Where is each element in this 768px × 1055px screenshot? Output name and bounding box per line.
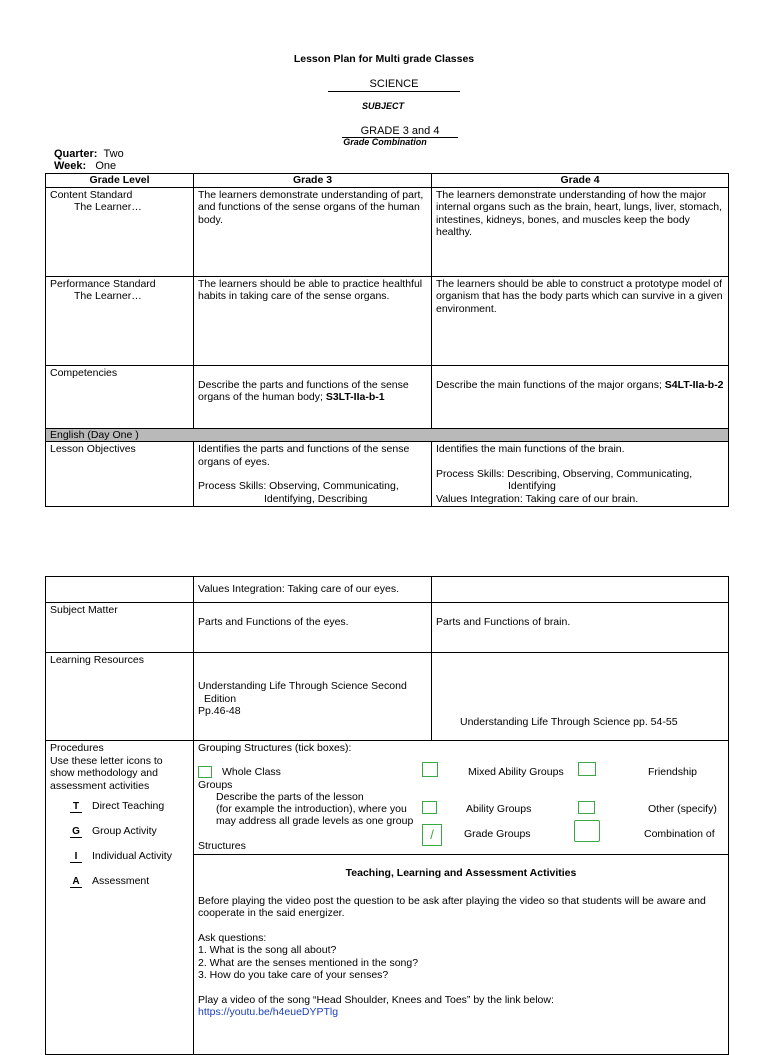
icon-item-assessment [70, 875, 189, 900]
competencies-g3: Describe the parts and functions of the sense organs of the human body; [198, 378, 409, 403]
grade-groups-checkbox-ticked[interactable]: / [422, 824, 442, 846]
values-integration-g3: Values Integration: Taking care of our eyes. [194, 577, 432, 603]
header-grade-4: Grade 4 [432, 174, 729, 188]
ask-label: Ask questions: [198, 931, 267, 944]
whole-class-checkbox[interactable] [198, 766, 212, 778]
competencies-g4-cell [432, 365, 729, 428]
icon-item-direct-teaching [70, 800, 189, 825]
describe-line1: Describe the parts of the lesson [216, 791, 364, 803]
learning-resources-g3-cell [194, 653, 432, 741]
header-grade-level: Grade Level [46, 174, 194, 188]
icon-item-group-activity [70, 825, 189, 850]
performance-standard-label: Performance Standard [50, 277, 156, 290]
content-standard-sub: The Learner… [74, 201, 142, 213]
resources-g3-line2: Edition [204, 692, 237, 705]
lesson-objectives-row [46, 442, 729, 507]
video-link[interactable]: https://youtu.be/h4eueDYPTlg [198, 1006, 339, 1018]
performance-standard-sub: The Learner… [74, 290, 142, 302]
question-1: 1. What is the song all about? [198, 944, 337, 956]
resources-g3-line3: Pp.46-48 [198, 705, 241, 717]
lesson-objectives-label: Lesson Objectives [46, 442, 194, 507]
play-instruction: Play a video of the song “Head Shoulder, Knees and Toes” by the link below: [198, 993, 554, 1006]
combination-label: Combination of [644, 828, 715, 840]
mixed-ability-checkbox[interactable] [422, 762, 438, 777]
day-label: English (Day One ) [46, 428, 729, 442]
quarter-line [54, 148, 124, 160]
procedure-icons-list [50, 800, 189, 900]
lesson-plan-table-1 [45, 173, 729, 507]
a-letter-icon: A [70, 876, 82, 888]
ability-groups-label: Ability Groups [466, 803, 532, 815]
performance-standard-row [46, 276, 729, 365]
grouping-structures-cell [194, 741, 729, 855]
content-standard-g4: The learners demonstrate understanding of how the major internal organs such as the brain, heart, lungs, liver, stomach, intestines, kidneys, bones, and muscles keep the body healthy. [432, 187, 729, 276]
icon-item-individual-activity [70, 850, 189, 875]
activities-cell [194, 855, 729, 1055]
describe-line3: may address all grade levels as one group [216, 815, 414, 827]
subject-value: SCIENCE [328, 78, 460, 92]
quarter-label: Quarter: [54, 148, 98, 160]
objective-g3-line2: Process Skills: Observing, Communicating, [198, 480, 399, 492]
friendship-checkbox[interactable] [578, 762, 596, 776]
objective-g3-line1: Identifies the parts and functions of the sense organs of eyes. [198, 443, 410, 468]
objective-g4-line2: Process Skills: Describing, Observing, Communicating, [436, 467, 693, 480]
lesson-plan-table-2 [45, 576, 729, 1055]
combination-checkbox[interactable] [574, 820, 600, 842]
quarter-value: Two [103, 148, 124, 160]
subject-matter-label: Subject Matter [46, 603, 194, 653]
day-row [46, 428, 729, 442]
objective-g4-line4: Values Integration: Taking care of our brain. [436, 492, 639, 505]
competencies-label: Competencies [46, 365, 194, 428]
table-header-row [46, 174, 729, 188]
grade-groups-label: Grade Groups [464, 828, 531, 840]
content-standard-g3: The learners demonstrate understanding of part, and functions of the sense organs of the human body. [194, 187, 432, 276]
procedures-note: Use these letter icons to show methodology and assessment activities [50, 754, 163, 792]
ability-groups-checkbox[interactable] [422, 801, 437, 814]
content-standard-label: Content Standard [50, 188, 133, 201]
icon-label: Direct Teaching [92, 800, 165, 812]
icon-label: Individual Activity [92, 850, 172, 862]
learning-resources-label: Learning Resources [46, 653, 194, 741]
week-label: Week: [54, 160, 87, 172]
activities-intro: Before playing the video post the question to be ask after playing the video so that students will be aware and cooperate in the said energizer. [198, 894, 706, 919]
competencies-g4: Describe the main functions of the major organs; [436, 378, 662, 391]
question-2: 2. What are the senses mentioned in the song? [198, 956, 419, 969]
describe-line2: (for example the introduction), where you [216, 803, 407, 815]
performance-standard-g3: The learners should be able to practice healthful habits in taking care of the sense organs. [194, 276, 432, 365]
grade-combination-value: GRADE 3 and 4 [342, 125, 458, 138]
g-letter-icon: G [70, 826, 82, 838]
lesson-objectives-g3-cell [194, 442, 432, 507]
lesson-objectives-g4-cell [432, 442, 729, 507]
resources-g4: Understanding Life Through Science pp. 54-55 [460, 716, 678, 728]
other-label: Other (specify) [648, 803, 717, 815]
subject-matter-g3: Parts and Functions of the eyes. [198, 616, 349, 628]
competencies-g3-code: S3LT-IIa-b-1 [325, 391, 385, 403]
learning-resources-row [46, 653, 729, 741]
subject-matter-g4-cell [432, 603, 729, 653]
performance-standard-label-cell [46, 276, 194, 365]
content-standard-label-cell [46, 187, 194, 276]
procedures-cell [46, 741, 194, 1055]
activities-title: Teaching, Learning and Assessment Activities [345, 867, 577, 879]
icon-label: Assessment [92, 875, 150, 887]
week-value: One [95, 160, 117, 172]
competencies-g3-cell [194, 365, 432, 428]
learning-resources-g4-cell [432, 653, 729, 741]
week-line [54, 160, 116, 172]
procedures-row [46, 741, 729, 855]
header-grade-3: Grade 3 [194, 174, 432, 188]
subject-label: SUBJECT [361, 101, 404, 111]
objective-g4-line1: Identifies the main functions of the brain. [436, 443, 625, 455]
performance-standard-g4: The learners should be able to construct a prototype model of organism that has the body parts which can survive in a given environment. [432, 276, 729, 365]
icon-label: Group Activity [92, 825, 157, 837]
procedures-label: Procedures [50, 742, 104, 754]
question-3: 3. How do you take care of your senses? [198, 969, 389, 981]
objective-g3-line3: Identifying, Describing [264, 492, 368, 505]
grade-combination-label: Grade Combination [343, 137, 427, 147]
subject-matter-row [46, 603, 729, 653]
friendship-label: Friendship [648, 766, 698, 778]
subject-matter-g4: Parts and Functions of brain. [436, 616, 571, 628]
objective-g4-line3: Identifying [508, 480, 556, 492]
competencies-row [46, 365, 729, 428]
structures-label: Structures [198, 840, 246, 852]
subject-matter-g3-cell [194, 603, 432, 653]
i-letter-icon: I [70, 851, 82, 863]
values-integration-row [46, 577, 729, 603]
whole-class-label: Whole Class [222, 766, 281, 778]
t-letter-icon: T [70, 801, 82, 813]
document-title: Lesson Plan for Multi grade Classes [293, 53, 475, 65]
mixed-ability-label: Mixed Ability Groups [468, 766, 564, 778]
groups-label: Groups [198, 779, 233, 791]
resources-g3-line1: Understanding Life Through Science Second [198, 680, 407, 692]
competencies-g4-code: S4LT-IIa-b-2 [664, 378, 724, 391]
grouping-title: Grouping Structures (tick boxes): [198, 742, 352, 754]
content-standard-row [46, 187, 729, 276]
other-checkbox[interactable] [578, 801, 595, 814]
